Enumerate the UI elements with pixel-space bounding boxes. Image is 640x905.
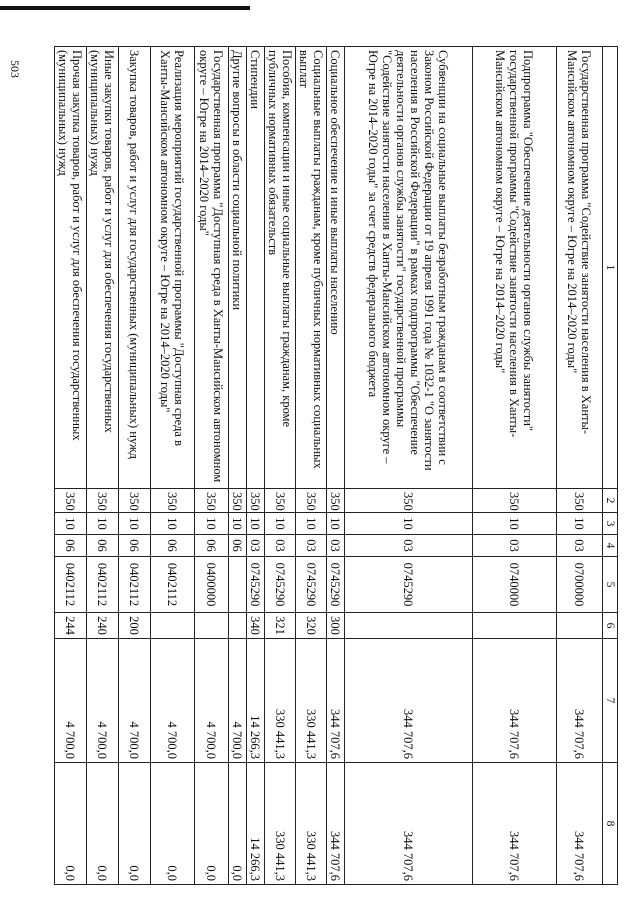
section-code: 10 bbox=[296, 513, 327, 535]
subsection-code: 03 bbox=[265, 535, 296, 557]
budget-table bbox=[54, 46, 618, 885]
table-row bbox=[195, 47, 229, 885]
target-article-code: 0700000 bbox=[557, 557, 603, 613]
expense-type-code: 321 bbox=[265, 613, 296, 639]
row-name: Закупка товаров, работ и услуг для государственных (муниципальных) нужд bbox=[119, 47, 151, 489]
target-article-code: 0745290 bbox=[247, 557, 265, 613]
table-row bbox=[345, 47, 473, 885]
target-article-code: 0745290 bbox=[345, 557, 473, 613]
row-name: Социальные выплаты гражданам, кроме публичных нормативных социальных выплат bbox=[296, 47, 327, 489]
subsection-code: 03 bbox=[345, 535, 473, 557]
expense-type-code: 340 bbox=[247, 613, 265, 639]
amount-2015: 344 707,6 bbox=[473, 639, 557, 763]
ministry-code: 350 bbox=[247, 489, 265, 513]
header-rule bbox=[0, 6, 250, 10]
column-number: 6 bbox=[603, 613, 618, 639]
row-name: Стипендии bbox=[247, 47, 265, 489]
table-row bbox=[55, 47, 87, 885]
ministry-code: 350 bbox=[557, 489, 603, 513]
table-row bbox=[87, 47, 119, 885]
column-number: 2 bbox=[603, 489, 618, 513]
amount-2015: 4 700,0 bbox=[151, 639, 195, 763]
subsection-code: 06 bbox=[229, 535, 247, 557]
expense-type-code: 240 bbox=[87, 613, 119, 639]
expense-type-code bbox=[229, 613, 247, 639]
amount-2015: 4 700,0 bbox=[87, 639, 119, 763]
amount-2015: 344 707,6 bbox=[327, 639, 345, 763]
subsection-code: 03 bbox=[327, 535, 345, 557]
expense-type-code bbox=[557, 613, 603, 639]
amount-2015: 4 700,0 bbox=[229, 639, 247, 763]
target-article-code: 0745290 bbox=[296, 557, 327, 613]
target-article-code: 0400000 bbox=[195, 557, 229, 613]
column-number: 3 bbox=[603, 513, 618, 535]
table-row bbox=[327, 47, 345, 885]
amount-2016: 330 441,3 bbox=[265, 763, 296, 885]
section-code: 10 bbox=[87, 513, 119, 535]
section-code: 10 bbox=[247, 513, 265, 535]
ministry-code: 350 bbox=[87, 489, 119, 513]
table-row bbox=[557, 47, 603, 885]
section-code: 10 bbox=[119, 513, 151, 535]
section-code: 10 bbox=[229, 513, 247, 535]
expense-type-code bbox=[345, 613, 473, 639]
amount-2016: 14 266,3 bbox=[247, 763, 265, 885]
ministry-code: 350 bbox=[195, 489, 229, 513]
column-number: 5 bbox=[603, 557, 618, 613]
section-code: 10 bbox=[55, 513, 87, 535]
row-name: Государственная программа "Содействие занятости населения в Ханты-Мансийском автономном округе – Югре на 2014–2020 годы" bbox=[557, 47, 603, 489]
subsection-code: 06 bbox=[87, 535, 119, 557]
subsection-code: 03 bbox=[473, 535, 557, 557]
row-name: Социальное обеспечение и иные выплаты населению bbox=[327, 47, 345, 489]
amount-2016: 0,0 bbox=[119, 763, 151, 885]
expense-type-code: 200 bbox=[119, 613, 151, 639]
ministry-code: 350 bbox=[229, 489, 247, 513]
amount-2016: 344 707,6 bbox=[327, 763, 345, 885]
row-name: Подпрограмма "Обеспечение деятельности органов службы занятости" государственной программы "Содействие занятости населения в Ханты-Мансийском автономном округе – Югре на 2014–2020 годы" bbox=[473, 47, 557, 489]
subsection-code: 03 bbox=[247, 535, 265, 557]
subsection-code: 06 bbox=[55, 535, 87, 557]
row-name: Субвенции на социальные выплаты безработным гражданам в соответствии с Законом Российской Федерации от 19 апреля 1991 года № 1032-1 "О занятости населения в Российской Федерации" в рамках подпрограммы "Обеспечение деятельности органов службы занятости" государственной программы "Содействие занятости населения в Ханты-Мансийском автономном округе – Югре на 2014–2020 годы" за счет средств федерального бюджета bbox=[345, 47, 473, 489]
expense-type-code bbox=[195, 613, 229, 639]
target-article-code: 0402112 bbox=[119, 557, 151, 613]
target-article-code: 0740000 bbox=[473, 557, 557, 613]
section-code: 10 bbox=[557, 513, 603, 535]
column-number: 8 bbox=[603, 763, 618, 885]
row-name: Пособия, компенсации и иные социальные выплаты гражданам, кроме публичных нормативных обязательств bbox=[265, 47, 296, 489]
expense-type-code: 244 bbox=[55, 613, 87, 639]
ministry-code: 350 bbox=[327, 489, 345, 513]
amount-2016: 344 707,6 bbox=[557, 763, 603, 885]
amount-2015: 344 707,6 bbox=[557, 639, 603, 763]
ministry-code: 350 bbox=[55, 489, 87, 513]
ministry-code: 350 bbox=[345, 489, 473, 513]
subsection-code: 03 bbox=[296, 535, 327, 557]
amount-2016: 0,0 bbox=[229, 763, 247, 885]
amount-2016: 0,0 bbox=[55, 763, 87, 885]
subsection-code: 03 bbox=[557, 535, 603, 557]
row-name: Иные закупки товаров, работ и услуг для обеспечения государственных (муниципальных) нужд bbox=[87, 47, 119, 489]
page-number: 503 bbox=[8, 60, 22, 78]
column-number: 7 bbox=[603, 639, 618, 763]
column-number-row bbox=[603, 47, 618, 885]
target-article-code: 0745290 bbox=[265, 557, 296, 613]
section-code: 10 bbox=[327, 513, 345, 535]
column-number: 1 bbox=[603, 47, 618, 489]
amount-2015: 4 700,0 bbox=[195, 639, 229, 763]
expense-type-code: 320 bbox=[296, 613, 327, 639]
section-code: 10 bbox=[265, 513, 296, 535]
target-article-code: 0402112 bbox=[151, 557, 195, 613]
amount-2015: 344 707,6 bbox=[345, 639, 473, 763]
rotated-page bbox=[56, 46, 618, 884]
subsection-code: 06 bbox=[119, 535, 151, 557]
target-article-code: 0402112 bbox=[55, 557, 87, 613]
target-article-code: 0402112 bbox=[87, 557, 119, 613]
table-row bbox=[247, 47, 265, 885]
expense-type-code bbox=[151, 613, 195, 639]
ministry-code: 350 bbox=[473, 489, 557, 513]
amount-2015: 4 700,0 bbox=[119, 639, 151, 763]
row-name: Другие вопросы в области социальной политики bbox=[229, 47, 247, 489]
amount-2016: 0,0 bbox=[87, 763, 119, 885]
table-row bbox=[265, 47, 296, 885]
amount-2016: 344 707,6 bbox=[345, 763, 473, 885]
amount-2015: 4 700,0 bbox=[55, 639, 87, 763]
row-name: Реализация мероприятий государственной программы "Доступная среда в Ханты-Мансийском автономном округе – Югре на 2014–2020 годы" bbox=[151, 47, 195, 489]
expense-type-code: 300 bbox=[327, 613, 345, 639]
amount-2016: 0,0 bbox=[195, 763, 229, 885]
table-body bbox=[55, 47, 618, 885]
table-row bbox=[473, 47, 557, 885]
table-row bbox=[296, 47, 327, 885]
target-article-code bbox=[229, 557, 247, 613]
table-row bbox=[229, 47, 247, 885]
ministry-code: 350 bbox=[296, 489, 327, 513]
ministry-code: 350 bbox=[119, 489, 151, 513]
subsection-code: 06 bbox=[151, 535, 195, 557]
column-number: 4 bbox=[603, 535, 618, 557]
amount-2015: 330 441,3 bbox=[296, 639, 327, 763]
amount-2016: 344 707,6 bbox=[473, 763, 557, 885]
table-row bbox=[151, 47, 195, 885]
section-code: 10 bbox=[473, 513, 557, 535]
expense-type-code bbox=[473, 613, 557, 639]
target-article-code: 0745290 bbox=[327, 557, 345, 613]
ministry-code: 350 bbox=[151, 489, 195, 513]
amount-2015: 14 266,3 bbox=[247, 639, 265, 763]
amount-2015: 330 441,3 bbox=[265, 639, 296, 763]
row-name: Государственная программа "Доступная среда в Ханты-Мансийском автономном округе – Югре на 2014–2020 годы" bbox=[195, 47, 229, 489]
amount-2016: 0,0 bbox=[151, 763, 195, 885]
subsection-code: 06 bbox=[195, 535, 229, 557]
table-row bbox=[119, 47, 151, 885]
section-code: 10 bbox=[151, 513, 195, 535]
section-code: 10 bbox=[195, 513, 229, 535]
amount-2016: 330 441,3 bbox=[296, 763, 327, 885]
row-name: Прочая закупка товаров, работ и услуг для обеспечения государственных (муниципальных) нужд bbox=[55, 47, 87, 489]
ministry-code: 350 bbox=[265, 489, 296, 513]
section-code: 10 bbox=[345, 513, 473, 535]
